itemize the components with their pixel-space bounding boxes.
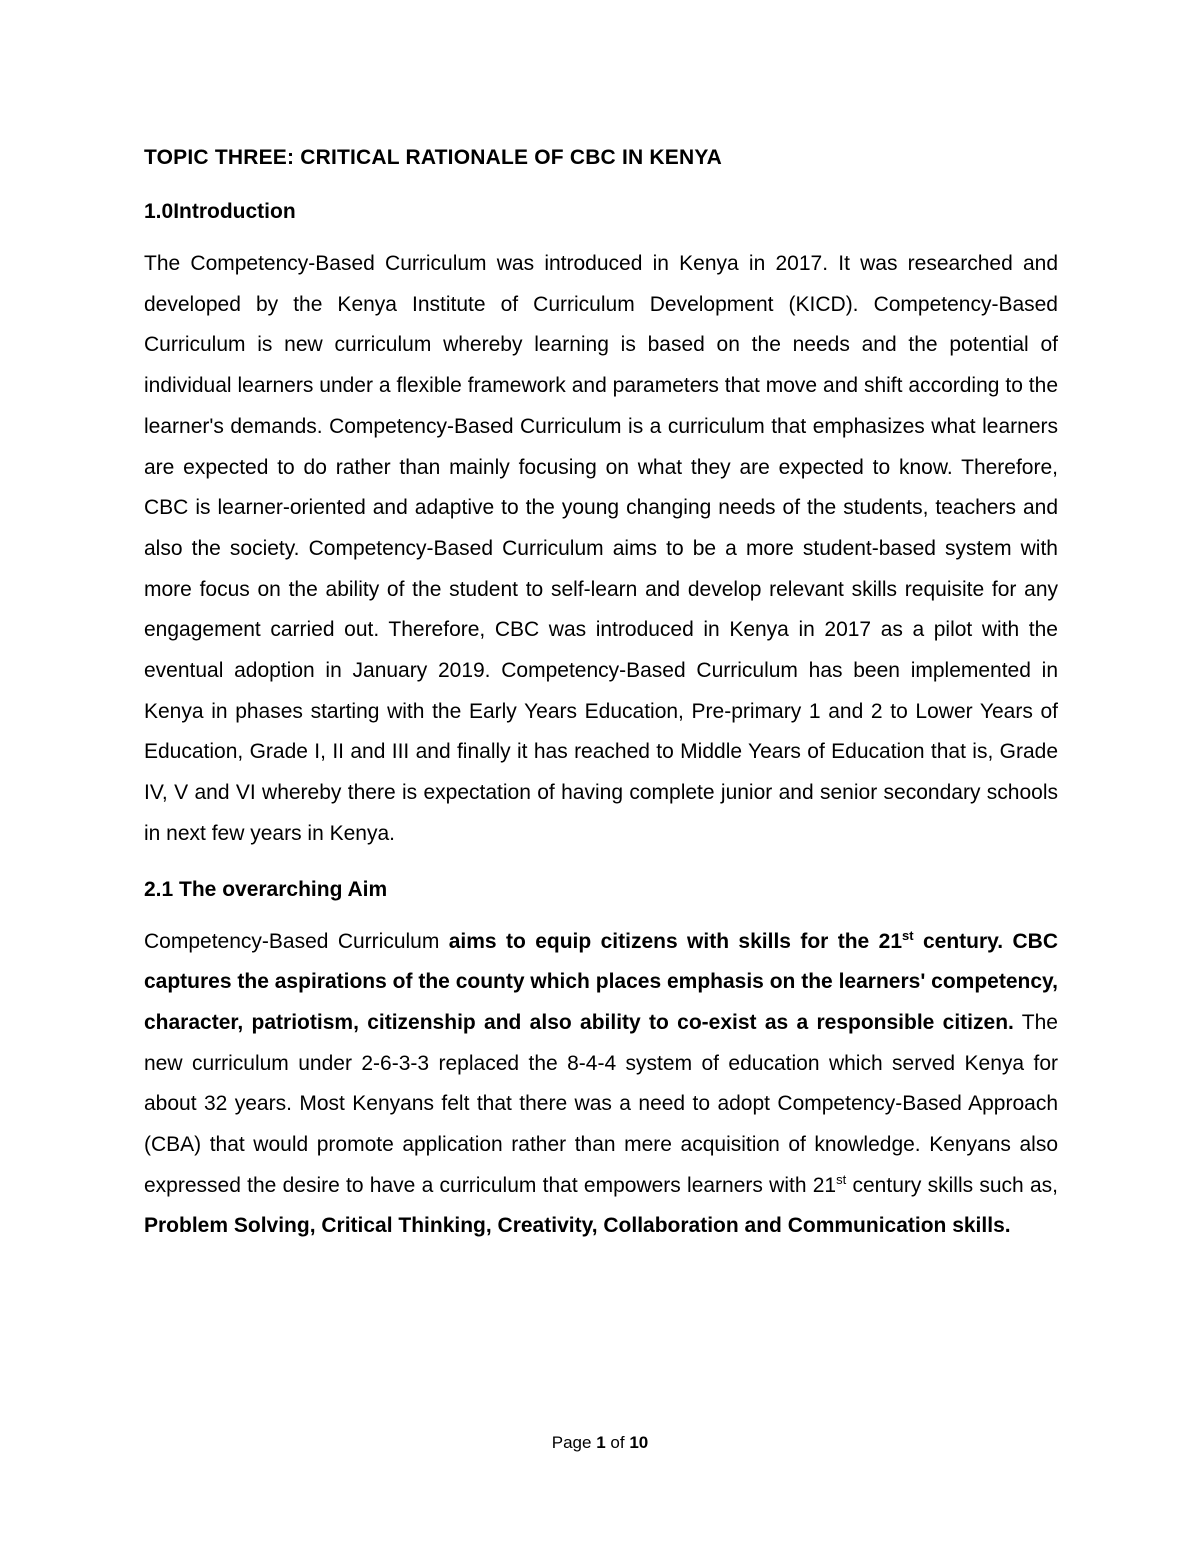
aim-text-body: The new curriculum under 2-6-3-3 replaced the 8-4-4 system of education which served Kenya for about 32 years. Most Kenyans felt that there was a need to adopt Competency-Based Approach (CBA) that would promote application rather than mere acquisition of knowledge. Kenyans also expressed the desire to have a curriculum that empowers learners with 21 [144,1010,1058,1197]
page-total: 10 [629,1433,649,1452]
aim-text-intro: Competency-Based Curriculum [144,929,449,953]
aim-bold-statement: aims to equip citizens with skills for the 21 [448,929,902,953]
aim-text-skills-intro: century skills such as, [846,1173,1058,1197]
section-heading-overarching-aim: 2.1 The overarching Aim [144,877,388,901]
page-label: Page [551,1433,592,1452]
document-body [144,138,1058,1262]
introduction-paragraph: The Competency-Based Curriculum was introduced in Kenya in 2017. It was researched and developed by the Kenya Institute of Curriculum Development (KICD). Competency-Based Curriculum is new curriculum whereby learning is based on the needs and the potential of individual learners under a flexible framework and parameters that move and shift according to the learner's demands. Competency-Based Curriculum is a curriculum that emphasizes what learners are expected to do rather than mainly focusing on what they are expected to know. Therefore, CBC is learner-oriented and adaptive to the young changing needs of the students, teachers and also the society. Competency-Based Curriculum aims to be a more student-based system with more focus on the ability of the student to self-learn and develop relevant skills requisite for any engagement carried out. Therefore, CBC was introduced in Kenya in 2017 as a pilot with the eventual adoption in January 2019. Competency-Based Curriculum has been implemented in Kenya in phases starting with the Early Years Education, Pre-primary 1 and 2 to Lower Years of Education, Grade I, II and III and finally it has reached to Middle Years of Education that is, Grade IV, V and VI whereby there is expectation of having complete junior and senior secondary schools in next few years in Kenya. [144,252,1058,845]
aim-bold-statement-cont: century. CBC captures the aspirations of the county which places emphasis on the learners' competency, character, patriotism, citizenship and also ability to co-exist as a responsible citizen. [144,929,1058,1034]
of-label: of [610,1433,625,1452]
page-number: 1 [596,1433,606,1452]
document-title: TOPIC THREE: CRITICAL RATIONALE OF CBC IN KENYA [144,146,722,169]
page-footer [0,1433,1200,1453]
aim-superscript-st: st [902,927,914,943]
aim-superscript-st-2: st [836,1171,847,1187]
aim-bold-skills: Problem Solving, Critical Thinking, Creativity, Collaboration and Communication skills. [144,1214,1011,1238]
section-heading-introduction: 1.0Introduction [144,200,296,223]
overarching-aim-paragraph [144,922,1058,1248]
